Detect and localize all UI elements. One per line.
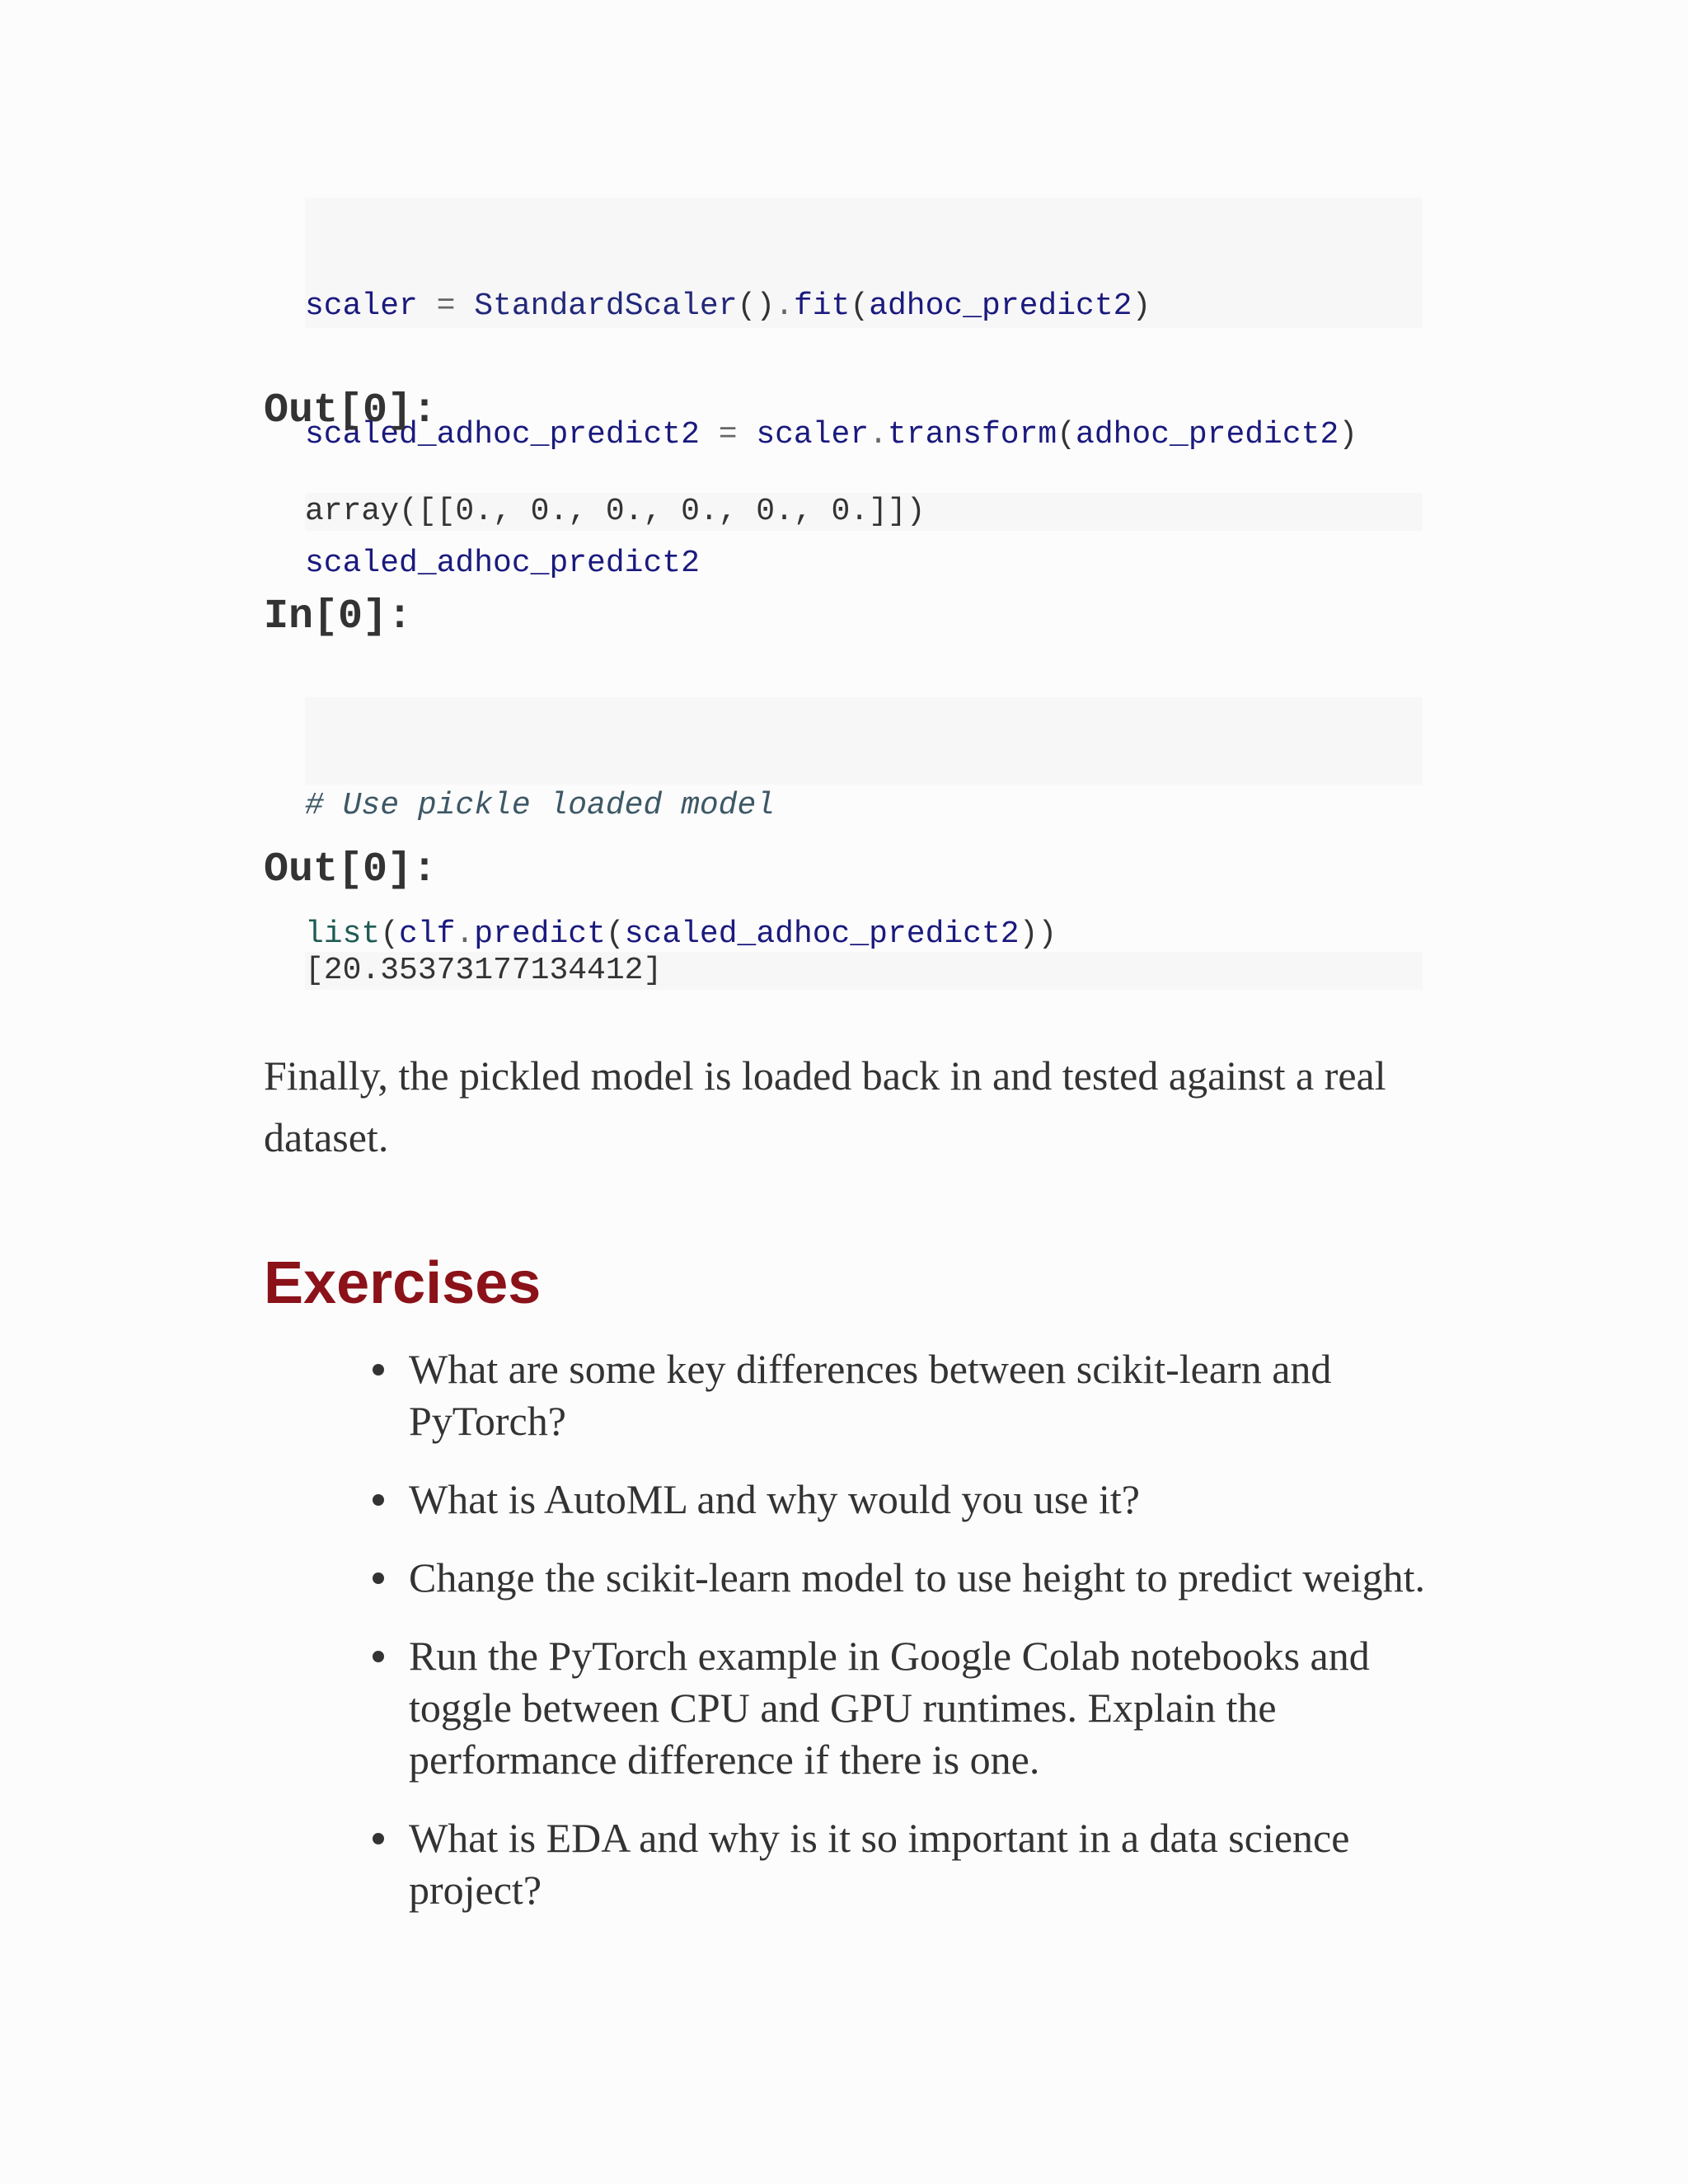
code-token xyxy=(738,417,757,452)
code-token: adhoc_predict2 xyxy=(1076,417,1339,452)
code-token: = xyxy=(718,417,738,452)
code-token: scaled_adhoc_predict2 xyxy=(305,417,700,452)
bullet-icon xyxy=(373,1572,384,1584)
list-item xyxy=(264,1552,1434,1604)
code-token xyxy=(455,288,474,324)
list-item xyxy=(264,1343,1434,1447)
list-item-text: What are some key differences between scikit-learn and PyTorch? xyxy=(409,1346,1332,1444)
code-line xyxy=(305,542,1423,585)
code-token: StandardScaler xyxy=(474,288,738,324)
list-item-text: Run the PyTorch example in Google Colab notebooks and toggle between CPU and GPU runtimes. Explain the performance difference if there is one. xyxy=(409,1633,1370,1783)
code-token: scaler xyxy=(305,288,418,324)
code-token: clf xyxy=(399,916,456,952)
code-token: transform xyxy=(887,417,1057,452)
list-item-text: Change the scikit-learn model to use height to predict weight. xyxy=(409,1554,1426,1601)
bullet-icon xyxy=(373,1651,384,1662)
code-token: scaled_adhoc_predict2 xyxy=(624,916,1020,952)
code-token xyxy=(418,288,437,324)
code-token: ( xyxy=(1057,417,1076,452)
code-token: . xyxy=(775,288,794,324)
code-token: fit xyxy=(793,288,851,324)
code-token: () xyxy=(737,288,776,324)
list-item-text: What is EDA and why is it so important in a data science project? xyxy=(409,1815,1350,1913)
bullet-icon xyxy=(373,1833,384,1844)
list-item-text: What is AutoML and why would you use it? xyxy=(409,1476,1140,1522)
code-line xyxy=(305,913,1423,956)
list-item xyxy=(264,1812,1434,1916)
code-token: predict xyxy=(474,916,606,952)
code-token: ( xyxy=(605,916,625,952)
bullet-icon xyxy=(373,1494,384,1506)
code-token: scaled_adhoc_predict2 xyxy=(305,546,700,581)
code-token: ) xyxy=(1339,417,1358,452)
code-token: = xyxy=(436,288,456,324)
section-heading: Exercises xyxy=(264,1250,542,1316)
code-token: # Use pickle loaded model xyxy=(305,788,776,823)
output-array: array([[0., 0., 0., 0., 0., 0.]]) xyxy=(305,493,1423,531)
code-token xyxy=(700,417,719,452)
input-prompt: In[0]: xyxy=(264,593,413,640)
code-token: ) xyxy=(1132,288,1151,324)
output-prompt: Out[0]: xyxy=(264,846,438,893)
list-item xyxy=(264,1474,1434,1526)
body-paragraph: Finally, the pickled model is loaded back in and tested against a real dataset. xyxy=(264,1052,1386,1160)
code-token: scaler xyxy=(756,417,870,452)
exercise-list xyxy=(264,1343,1434,1943)
bullet-icon xyxy=(373,1364,384,1376)
code-token: ( xyxy=(850,288,870,324)
list-item xyxy=(264,1630,1434,1786)
code-line xyxy=(305,785,1423,827)
code-line xyxy=(305,285,1423,328)
code-token: list xyxy=(305,916,381,952)
code-token: )) xyxy=(1019,916,1057,952)
code-line xyxy=(305,414,1423,457)
code-token: . xyxy=(869,417,888,452)
code-token: . xyxy=(455,916,475,952)
output-prompt: Out[0]: xyxy=(264,387,438,434)
code-token: adhoc_predict2 xyxy=(869,288,1132,324)
code-token: ( xyxy=(380,916,400,952)
output-prediction: [20.35373177134412] xyxy=(305,952,1423,990)
